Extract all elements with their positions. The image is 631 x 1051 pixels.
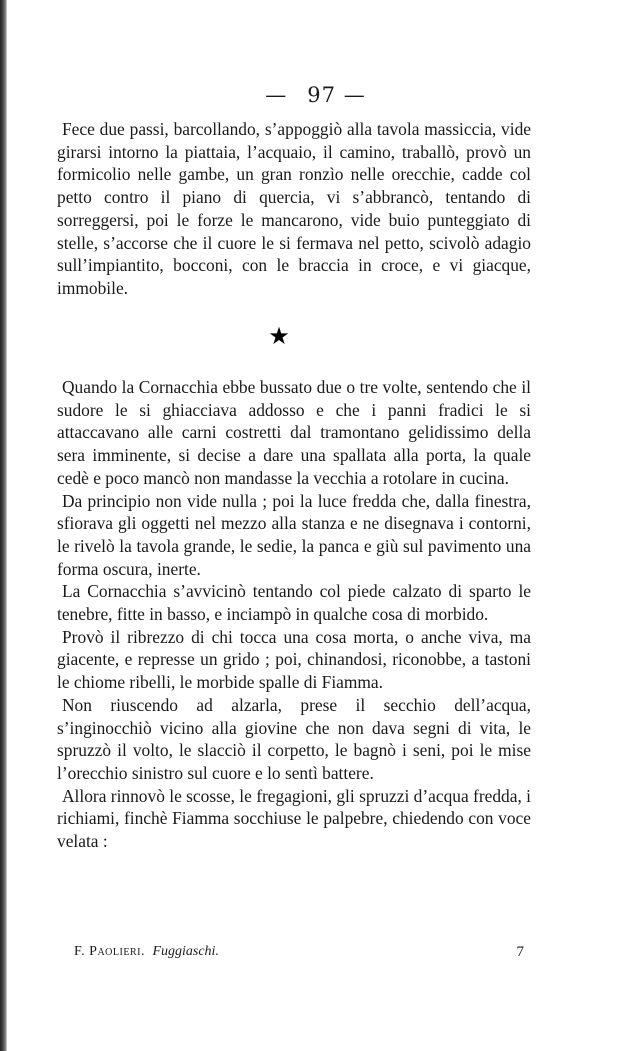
- footer-book-title: Fuggiaschi.: [152, 944, 219, 959]
- footer-signature-mark: 7: [516, 944, 524, 960]
- paragraph: La Cornacchia s’avvicinò tentando col piede calzato di sparto le tenebre, fitte in basso, e inciampò in qualche cosa di morbido.: [57, 581, 531, 625]
- text-section-2: [57, 376, 531, 853]
- paragraph: Quando la Cornacchia ebbe bussato due o tre volte, sentendo che il sudore le si ghiacciava addosso e che i panni fradici le si attaccavano alle carni costretti dal tramontano gelidissimo della sera imminente, si decise a dare una spallata alla porta, la quale cedè e poco mancò non mandasse la vecchia a rotolare in cucina.: [57, 377, 531, 488]
- page-number: — 97 —: [265, 83, 366, 107]
- paragraph: Da principio non vide nulla ; poi la luce fredda che, dalla finestra, sfiorava gli oggetti nel mezzo alla stanza e ne disegnava i contorni, le rivelò la tavola grande, le sedie, la panca e giù sul pavimento una forma oscura, inerte.: [57, 490, 531, 579]
- paragraph: Allora rinnovò le scosse, le fregagioni, gli spruzzi d’acqua fredda, i richiami, finchè Fiamma socchiuse le palpebre, chiedendo con voce velata :: [57, 785, 531, 852]
- page-binding-edge: [0, 0, 7, 1051]
- text-section-1: [57, 118, 531, 300]
- page-footer: [74, 944, 524, 960]
- paragraph: Non riuscendo ad alzarla, prese il secchio dell’acqua, s’inginocchiò vicino alla giovine che non dava segni di vita, le spruzzò il volto, le slacciò il corpetto, le bagnò i seni, poi le mise l’orecchio sinistro sul cuore e lo sentì battere.: [57, 694, 531, 783]
- footer-author: F. Paolieri.: [74, 944, 145, 959]
- paragraph: Provò il ribrezzo di chi tocca una cosa morta, o anche viva, ma giacente, e represse un grido ; poi, chinandosi, riconobbe, a tastoni le chiome ribelli, le morbide spalle di Fiamma.: [57, 626, 531, 693]
- page-number-value: 97: [307, 83, 337, 107]
- section-break-star-icon: ★: [268, 322, 290, 350]
- paragraph: Fece due passi, barcollando, s’appoggiò alla tavola massiccia, vide girarsi intorno la piattaia, l’acquaio, il camino, traballò, provò un formicolio nelle gambe, un gran ronzìo nelle orecchie, cadde col petto contro il piano di quercia, vi s’abbrancò, tentando di sorreggersi, poi le forze le mancarono, vide buio punteggiato di stelle, s’accorse che il cuore le si fermava nel petto, scivolò adagio sull’impiantito, bocconi, con le braccia in croce, e vi giacque, immobile.: [57, 119, 531, 298]
